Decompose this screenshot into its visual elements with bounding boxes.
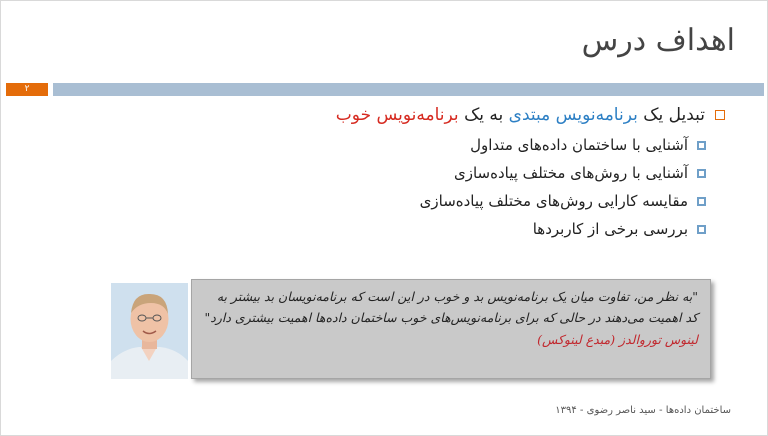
sub-bullet-text: آشنایی با روش‌های مختلف پیاده‌سازی — [453, 164, 688, 182]
sub-bullet-text: آشنایی با ساختمان داده‌های متداول — [470, 136, 688, 154]
main-bullet — [336, 105, 725, 125]
quote-box — [191, 279, 711, 379]
portrait-image — [111, 283, 188, 379]
main-bullet-good: برنامه‌نویس خوب — [335, 105, 459, 125]
quote-section — [111, 277, 716, 379]
title-divider-bar — [53, 83, 764, 96]
sub-bullet — [336, 131, 706, 159]
blue-square-bullet-icon — [697, 197, 706, 206]
blue-square-bullet-icon — [697, 141, 706, 150]
quote-text: "به نظر من، تفاوت میان یک برنامه‌نویس بد و خوب در این است که برنامه‌نویسان بد بیشتر به کد اهمیت می‌دهند در حالی که برای برنامه‌نویس‌های خوب ساختمان داده‌ها اهمیت بیشتری دارد" — [204, 289, 698, 325]
sub-bullet-text: بررسی برخی از کاربردها — [532, 220, 688, 238]
sub-bullet — [336, 187, 706, 215]
orange-square-bullet-icon — [715, 110, 725, 120]
content-area — [336, 105, 725, 243]
blue-square-bullet-icon — [697, 169, 706, 178]
main-bullet-text — [336, 105, 705, 125]
sub-bullet-text: مقایسه کارایی روش‌های مختلف پیاده‌سازی — [419, 192, 688, 210]
quote-author: لینوس توروالدز (مبدع لینوکس) — [537, 332, 698, 347]
author-photo — [111, 283, 188, 379]
slide-footer: ساختمان داده‌ها - سید ناصر رضوی - ۱۳۹۴ — [555, 405, 731, 416]
main-bullet-beginner: برنامه‌نویس مبتدی — [508, 105, 638, 125]
sub-bullet — [336, 215, 706, 243]
main-bullet-part1: تبدیل یک — [643, 105, 705, 125]
slide-number: ۲ — [6, 83, 48, 96]
blue-square-bullet-icon — [697, 225, 706, 234]
slide-title: اهداف درس — [581, 23, 735, 58]
main-bullet-part3: به یک — [464, 105, 504, 125]
sub-bullet — [336, 159, 706, 187]
sub-bullet-list — [336, 131, 706, 243]
